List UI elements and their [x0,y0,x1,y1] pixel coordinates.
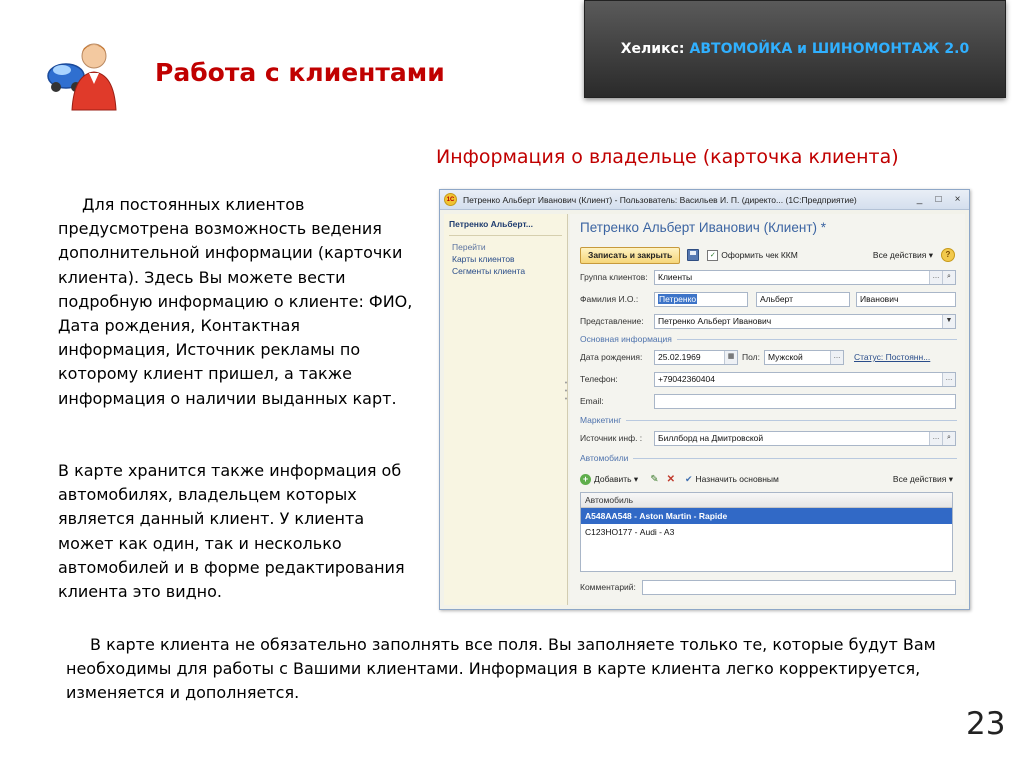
slide-title: Работа с клиентами [155,58,445,87]
nav-goto-heading: Перейти [452,242,486,252]
window-titlebar[interactable] [440,190,969,210]
email-label: Email: [580,396,604,406]
first-name-value: Альберт [760,294,793,304]
phone-value: +79042360404 [658,374,715,384]
source-field[interactable] [654,431,956,446]
maximize-icon[interactable]: □ [935,194,942,205]
description-paragraph-3: В карте клиента не обязательно заполнять все поля. Вы заполняете только те, которые будут Вам необходимы для работы с Вашими клиентами. Информация в карте клиента легко корректируется, изменяется и дополняется. [66,635,936,703]
brand-banner [584,0,1006,98]
form-toolbar [580,245,955,265]
select-button[interactable]: … [929,432,942,445]
nav-panel-title[interactable]: Петренко Альберт... [449,219,562,236]
source-label: Источник инф. : [580,433,643,443]
cars-toolbar [580,471,953,487]
description-paragraph-1: Для постоянных клиентов предусмотрена возможность ведения дополнительной информации (карточки клиента). Здесь Вы можете вести подробную информацию о клиенте: ФИО, Дата рождения, Контактная информация, Источник рекламы по которому клиент пришел, а также информация о наличии выданных карт. [58,195,413,408]
middle-name-value: Иванович [860,294,899,304]
help-icon[interactable]: ? [941,248,955,262]
phone-label: Телефон: [580,374,618,384]
comment-field[interactable] [642,580,956,595]
last-name-value: Петренко [659,294,697,304]
page-number: 23 [966,706,1006,742]
all-actions-menu[interactable]: Все действия ▾ [872,249,933,260]
table-row[interactable]: С123НО177 - Audi - A3 [585,527,675,537]
cars-table [580,492,953,572]
birth-date-field[interactable] [654,350,738,365]
source-value: Биллборд на Дмитровской [658,433,764,443]
birth-date-value: 25.02.1969 [658,352,701,362]
receipt-icon[interactable]: ✓ [707,250,718,261]
view-label: Представление: [580,316,644,326]
fio-label: Фамилия И.О.: [580,294,639,304]
navigation-panel [444,214,568,605]
group-field[interactable] [654,270,956,285]
gender-field[interactable] [764,350,844,365]
description-paragraph-2: В карте хранится также информация об автомобилях, владельцем которых является данный клиент. У клиента может как один, так и несколько автомобилей и в форме редактирования клиента это видно. [58,461,405,602]
window-title: Петренко Альберт Иванович (Клиент) - Пользователь: Васильев И. П. (директо... (1С:Предприятие) [463,194,857,205]
set-main-icon[interactable]: ✔ [684,473,693,484]
chevron-down-icon[interactable]: ▼ [942,315,955,328]
nav-link-client-segments[interactable]: Сегменты клиента [452,266,526,276]
search-icon[interactable]: ⌕ [942,432,955,445]
client-logo-icon [42,32,122,112]
middle-name-field[interactable] [856,292,956,307]
select-button[interactable]: … [929,271,942,284]
comment-label: Комментарий: [580,582,636,592]
add-icon[interactable]: + [580,474,591,485]
brand-name: АВТОМОЙКА и ШИНОМОНТАЖ 2.0 [689,41,970,57]
phone-field[interactable] [654,372,956,387]
gender-value: Мужской [768,352,803,362]
issue-receipt-button[interactable]: Оформить чек ККМ [721,250,798,260]
section-marketing: Маркетинг [580,415,957,425]
group-value: Клиенты [658,272,693,282]
delete-icon[interactable]: ✕ [666,473,675,485]
view-select[interactable] [654,314,956,329]
save-disk-icon[interactable] [687,249,699,261]
client-card-window [439,189,970,610]
section-cars: Автомобили [580,453,957,463]
first-name-field[interactable] [756,292,850,307]
brand-prefix: Хеликс: [620,41,685,57]
screenshot-caption: Информация о владельце (карточка клиента) [436,146,899,168]
table-row[interactable]: А548АА548 - Aston Martin - Rapide [581,508,952,524]
select-button[interactable]: … [830,351,843,364]
save-and-close-button[interactable]: Записать и закрыть [580,247,680,264]
section-main-info: Основная информация [580,334,957,344]
status-link[interactable]: Статус: Постоянн... [854,352,931,362]
client-form [570,214,965,605]
close-icon[interactable]: × [954,194,961,205]
cars-all-actions-menu[interactable]: Все действия ▾ [892,473,953,484]
edit-icon[interactable]: ✎ [650,473,659,485]
birth-date-label: Дата рождения: [580,352,643,362]
select-button[interactable]: … [942,373,955,386]
form-title: Петренко Альберт Иванович (Клиент) * [580,220,826,235]
email-field[interactable] [654,394,956,409]
search-icon[interactable]: ⌕ [942,271,955,284]
panel-splitter-handle[interactable]: • • • [564,380,568,403]
group-label: Группа клиентов: [580,272,648,282]
nav-link-client-cards[interactable]: Карты клиентов [452,254,515,264]
cars-table-header[interactable]: Автомобиль [581,493,952,508]
minimize-icon[interactable]: _ [916,194,923,205]
add-car-button[interactable]: Добавить ▾ [594,473,639,484]
set-main-button[interactable]: Назначить основным [695,474,779,484]
app-1c-icon: 1С [444,193,457,206]
calendar-icon[interactable]: ▦ [724,351,737,364]
window-controls [912,193,965,206]
last-name-field[interactable] [654,292,748,307]
view-value: Петренко Альберт Иванович [658,316,772,326]
gender-label: Пол: [742,352,760,362]
